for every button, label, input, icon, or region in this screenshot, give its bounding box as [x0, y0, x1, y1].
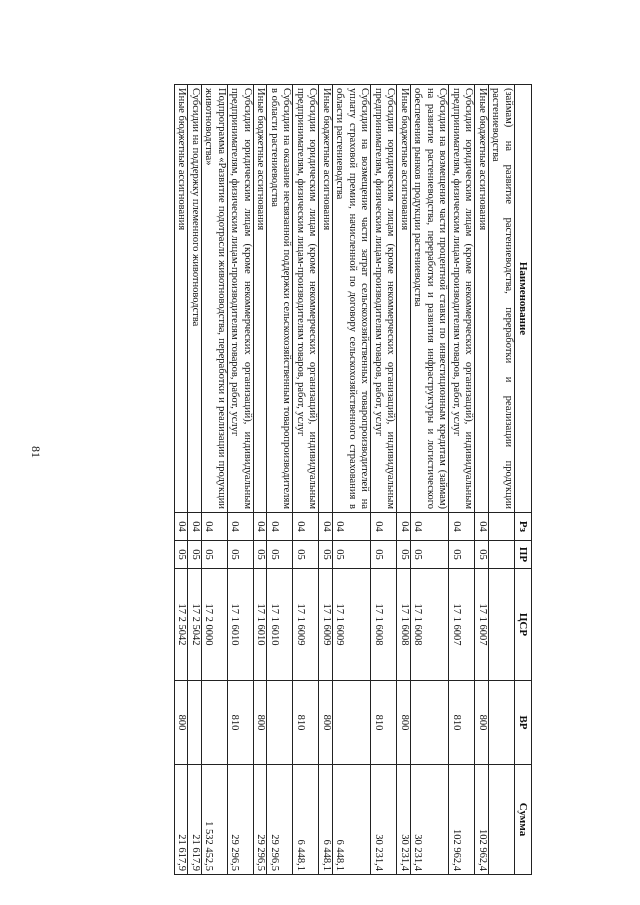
row-rz: 04 — [411, 513, 450, 541]
row-csr: 17 1 6010 — [267, 569, 293, 681]
row-vr: 810 — [293, 681, 319, 765]
row-rz: 04 — [202, 513, 228, 541]
row-vr — [202, 681, 228, 765]
row-rz: 04 — [397, 513, 411, 541]
row-vr: 810 — [371, 681, 397, 765]
row-rz: 04 — [254, 513, 268, 541]
table-row — [188, 85, 202, 875]
row-pr: 05 — [449, 541, 475, 569]
row-pr: 05 — [188, 541, 202, 569]
row-vr — [267, 681, 293, 765]
table-row — [489, 85, 515, 875]
row-csr: 17 1 6009 — [293, 569, 319, 681]
row-sum: 30 231,4 — [371, 765, 397, 875]
header-sum: Сумма — [515, 765, 532, 875]
row-rz: 04 — [475, 513, 489, 541]
header-pr: ПР — [515, 541, 532, 569]
row-vr: 800 — [397, 681, 411, 765]
table-row — [333, 85, 372, 875]
row-name: Субсидии юридическим лицам (кроме некоммерческих организаций), индивидуальным предпринимателям, физическим лицам-производителям товаров, работ, услуг — [371, 85, 397, 513]
row-rz: 04 — [228, 513, 254, 541]
row-name: Субсидии на оказание несвязанной поддержки сельскохозяйственным товаропроизводителям в области растениеводства — [267, 85, 293, 513]
row-sum: 6 448,1 — [293, 765, 319, 875]
budget-table — [174, 84, 532, 875]
row-sum — [489, 765, 515, 875]
row-name: Иные бюджетные ассигнования — [254, 85, 268, 513]
row-pr: 05 — [293, 541, 319, 569]
row-rz: 04 — [333, 513, 372, 541]
table-header-row — [515, 85, 532, 875]
row-pr: 05 — [202, 541, 228, 569]
row-vr: 800 — [175, 681, 189, 765]
rotated-page-content — [107, 84, 532, 874]
row-csr: 17 1 6007 — [449, 569, 475, 681]
row-pr: 05 — [397, 541, 411, 569]
row-csr: 17 1 6010 — [254, 569, 268, 681]
row-csr: 17 1 6009 — [319, 569, 333, 681]
row-pr: 05 — [319, 541, 333, 569]
row-vr: 800 — [319, 681, 333, 765]
header-rz: Рз — [515, 513, 532, 541]
row-pr: 05 — [475, 541, 489, 569]
row-name: Иные бюджетные ассигнования — [319, 85, 333, 513]
row-pr: 05 — [333, 541, 372, 569]
row-sum: 102 962,4 — [449, 765, 475, 875]
row-pr: 05 — [175, 541, 189, 569]
row-sum: 29 296,5 — [267, 765, 293, 875]
table-row — [475, 85, 489, 875]
row-sum: 29 296,5 — [228, 765, 254, 875]
row-name: Субсидии на возмещение части процентной ставки по инвестиционным кредитам (займам) на развитие растениеводства, переработки и развития инфраструктуры и логистического обеспечения рынков продукции растениеводства — [411, 85, 450, 513]
table-row — [267, 85, 293, 875]
table-row — [371, 85, 397, 875]
row-vr — [411, 681, 450, 765]
row-csr: 17 1 6010 — [228, 569, 254, 681]
row-sum: 21 617,9 — [188, 765, 202, 875]
row-vr — [333, 681, 372, 765]
row-rz: 04 — [267, 513, 293, 541]
row-pr: 05 — [267, 541, 293, 569]
row-vr: 800 — [475, 681, 489, 765]
row-csr: 17 2 5042 — [175, 569, 189, 681]
row-name: Субсидии юридическим лицам (кроме некоммерческих организаций), индивидуальным предпринимателям, физическим лицам-производителям товаров, работ, услуг — [228, 85, 254, 513]
table-row — [293, 85, 319, 875]
row-vr: 810 — [449, 681, 475, 765]
header-name: Наименование — [515, 85, 532, 513]
row-rz: 04 — [371, 513, 397, 541]
row-sum: 29 296,5 — [254, 765, 268, 875]
row-sum: 30 231,4 — [397, 765, 411, 875]
row-name: Субсидии юридическим лицам (кроме некоммерческих организаций), индивидуальным предпринимателям, физическим лицам-производителям товаров, работ, услуг — [449, 85, 475, 513]
row-name: Субсидии юридическим лицам (кроме некоммерческих организаций), индивидуальным предпринимателям, физическим лицам-производителям товаров, работ, услуг — [293, 85, 319, 513]
row-csr: 17 1 6007 — [475, 569, 489, 681]
row-name: Субсидии на поддержку племенного животноводства — [188, 85, 202, 513]
row-csr: 17 1 6008 — [397, 569, 411, 681]
row-name: (займам) на развитие растениеводства, переработки и реализации продукции растениеводства — [489, 85, 515, 513]
page-number: 81 — [29, 446, 43, 458]
row-name: Иные бюджетные ассигнования — [475, 85, 489, 513]
row-pr: 05 — [228, 541, 254, 569]
row-name: Иные бюджетные ассигнования — [397, 85, 411, 513]
row-vr: 810 — [228, 681, 254, 765]
row-pr: 05 — [411, 541, 450, 569]
table-row — [254, 85, 268, 875]
row-rz — [489, 513, 515, 541]
row-rz: 04 — [293, 513, 319, 541]
row-rz: 04 — [319, 513, 333, 541]
row-sum: 6 448,1 — [319, 765, 333, 875]
table-row — [449, 85, 475, 875]
row-csr: 17 2 0000 — [202, 569, 228, 681]
row-csr: 17 1 6008 — [371, 569, 397, 681]
header-vr: ВР — [515, 681, 532, 765]
table-row — [411, 85, 450, 875]
row-csr: 17 1 6009 — [333, 569, 372, 681]
row-rz: 04 — [449, 513, 475, 541]
row-csr: 17 1 6008 — [411, 569, 450, 681]
row-vr — [489, 681, 515, 765]
row-pr: 05 — [371, 541, 397, 569]
header-csr: ЦСР — [515, 569, 532, 681]
table-row — [319, 85, 333, 875]
row-sum: 30 231,4 — [411, 765, 450, 875]
row-sum: 102 962,4 — [475, 765, 489, 875]
row-sum: 21 617,9 — [175, 765, 189, 875]
row-csr: 17 2 5042 — [188, 569, 202, 681]
row-rz: 04 — [188, 513, 202, 541]
row-name: Подпрограмма «Развитие подотрасли животноводства, переработки и реализации продукции животноводства» — [202, 85, 228, 513]
row-sum: 6 448,1 — [333, 765, 372, 875]
row-pr: 05 — [254, 541, 268, 569]
table-row — [202, 85, 228, 875]
row-csr — [489, 569, 515, 681]
row-name: Иные бюджетные ассигнования — [175, 85, 189, 513]
table-row — [397, 85, 411, 875]
row-pr — [489, 541, 515, 569]
row-name: Субсидии на возмещение части затрат сельскохозяйственных товаропроизводителей на уплату страховой премии, начисленной по договору сельскохозяйственного страхования в области растениеводства — [333, 85, 372, 513]
row-sum: 1 532 452,5 — [202, 765, 228, 875]
table-row — [228, 85, 254, 875]
table-row — [175, 85, 189, 875]
row-rz: 04 — [175, 513, 189, 541]
row-vr: 800 — [254, 681, 268, 765]
row-vr — [188, 681, 202, 765]
